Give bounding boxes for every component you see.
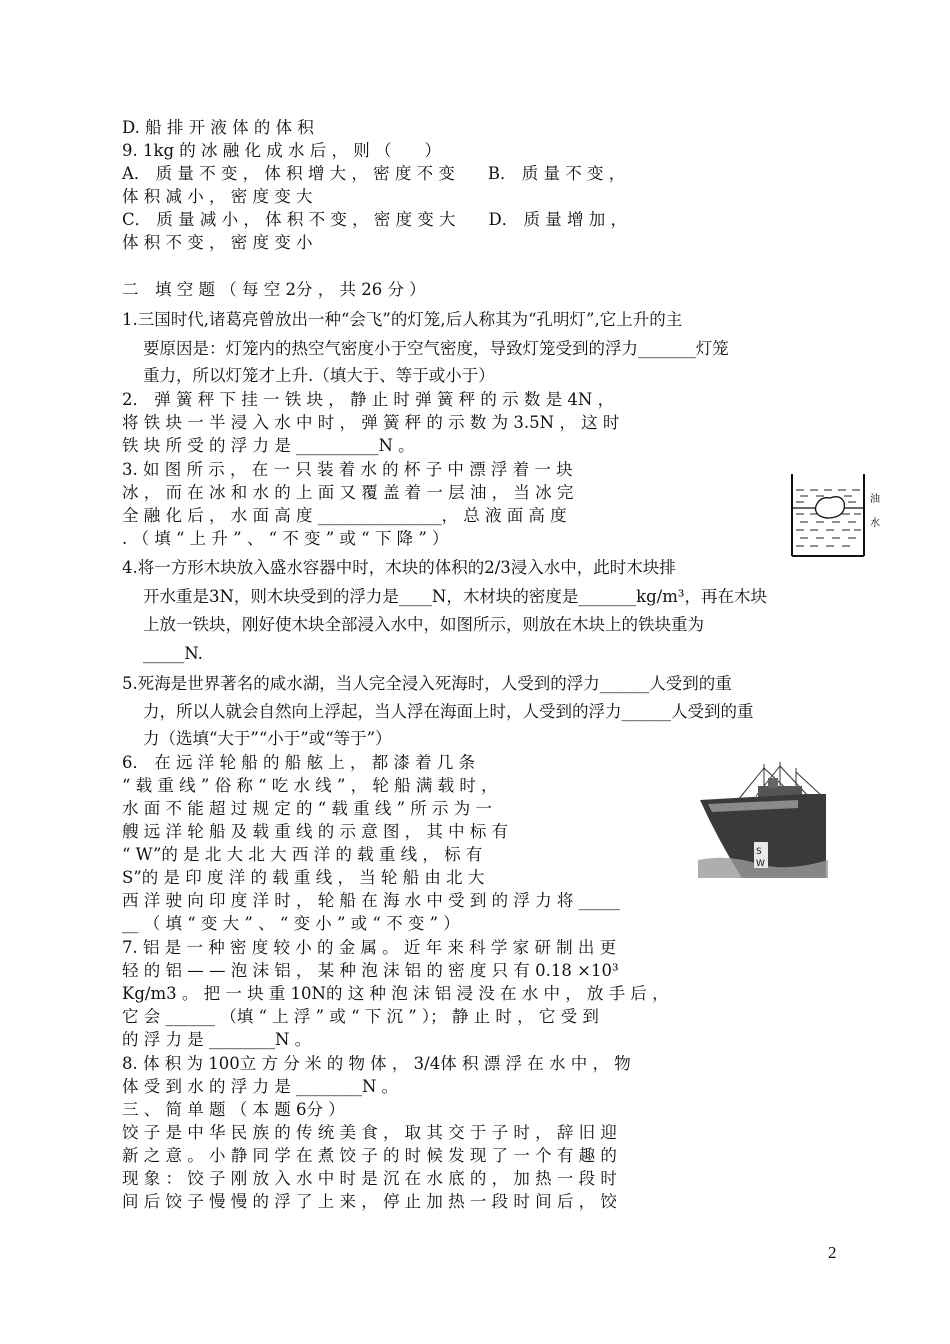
fill-q7-line5: 的 浮 力 是 ________N 。 — [122, 1030, 312, 1049]
short-answer-line2: 新 之 意 。 小 静 同 学 在 煮 饺 子 的 时 候 发 现 了 一 个 有 趣 的 — [122, 1146, 617, 1165]
oil-label: 油 — [870, 494, 880, 505]
short-answer-line3: 现 象 ： 饺 子 刚 放 入 水 中 时 是 沉 在 水 底 的 ， 加 热 一 段 时 — [122, 1169, 617, 1188]
question-9: 9. 1kg 的 冰 融 化 成 水 后 ， 则 （ ） — [122, 141, 441, 160]
ice-shape — [816, 497, 845, 518]
fill-q4-line4: _____N. — [143, 644, 203, 663]
fill-q1-line2: 要原因是：灯笼内的热空气密度小于空气密度，导致灯笼受到的浮力_______灯笼 — [143, 339, 729, 358]
fill-q6-line1: 6． 在 远 洋 轮 船 的 船 舷 上 ， 都 漆 着 几 条 — [122, 753, 476, 772]
fill-q6-line8: __ （ 填 “ 变 大 ” 、 “ 变 小 ” 或 “ 不 变 ” ） — [122, 914, 460, 933]
question-9-options-ab: A． 质 量 不 变 ， 体 积 增 大 ， 密 度 不 变 B． 质 量 不 变 ， — [122, 164, 626, 183]
question-9-option-b-cont: 体 积 减 小 ， 密 度 变 大 — [122, 187, 313, 206]
fill-q2-line2: 将 铁 块 一 半 浸 入 水 中 时 ， 弹 簧 秤 的 示 数 为 3.5N ， 这 时 — [122, 413, 620, 432]
fill-q7-line3: Kg/m3 。 把 一 块 重 10N的 这 种 泡 沫 铝 浸 没 在 水 中 ， 放 手 后 ， — [122, 984, 669, 1003]
question-9-options-cd: C． 质 量 减 小 ， 体 积 不 变 ， 密 度 变 大 D． 质 量 增 加 ， — [122, 210, 628, 229]
water-label: 水 — [870, 518, 880, 529]
short-answer-line1: 饺 子 是 中 华 民 族 的 传 统 美 食 ， 取 其 交 于 子 时 ， 辞 旧 迎 — [122, 1123, 617, 1142]
page-number: 2 — [828, 1243, 837, 1262]
question-9-option-d-cont: 体 积 不 变 ， 密 度 变 小 — [122, 233, 313, 252]
fill-q2-line3: 铁 块 所 受 的 浮 力 是 __________N 。 — [122, 436, 415, 455]
fill-q2-line1: 2． 弹 簧 秤 下 挂 一 铁 块 ， 静 止 时 弹 簧 秤 的 示 数 是 4N ， — [122, 390, 615, 409]
fill-q4-line1: 4.将一方形木块放入盛水容器中时，木块的体积的2/3浸入水中，此时木块排 — [122, 558, 676, 577]
fill-q5-line2: 力，所以人就会自然向上浮起，当人浮在海面上时，人受到的浮力______人受到的重 — [143, 702, 754, 721]
fill-q7-line1: 7. 铝 是 一 种 密 度 较 小 的 金 属 。 近 年 来 科 学 家 研 制 出 更 — [122, 938, 617, 957]
fill-q7-line4: 它 会 ______ （填 “ 上 浮 ” 或 “ 下 沉 ” ）； 静 止 时 ， 它 受 到 — [122, 1007, 599, 1026]
fill-q8-line2: 体 受 到 水 的 浮 力 是 ________N 。 — [122, 1077, 399, 1096]
option-d-line: D. 船 排 开 液 体 的 体 积 — [122, 118, 314, 137]
fill-q4-line2: 开水重是3N，则木块受到的浮力是____N，木材块的密度是_______kg/m³，再在木块 — [143, 587, 768, 606]
fill-q3-line1: 3. 如 图 所 示 ， 在 一 只 装 着 水 的 杯 子 中 漂 浮 着 一 块 — [122, 460, 573, 479]
fill-q6-line6: S”的 是 印 度 洋 的 载 重 线 ， 当 轮 船 由 北 大 — [122, 868, 485, 887]
load-line-w-label: W — [756, 859, 765, 869]
cup-ice-oil-figure — [786, 470, 884, 562]
fill-q3-line2: 冰 ， 而 在 冰 和 水 的 上 面 又 覆 盖 着 一 层 油 ， 当 冰 完 — [122, 483, 574, 502]
fill-q7-line2: 轻 的 铝 — — 泡 沫 铝 ， 某 种 泡 沫 铝 的 密 度 只 有 0.18 ×10³ — [122, 961, 619, 980]
fill-q4-line3: 上放一铁块，刚好使木块全部浸入水中，如图所示，则放在木块上的铁块重为 — [143, 615, 704, 634]
fill-q3-line3: 全 融 化 后 ， 水 面 高 度 _______________， 总 液 面 高 度 — [122, 506, 567, 525]
fill-q6-line2: “ 载 重 线 ” 俗 称 “ 吃 水 线 ” ， 轮 船 满 载 时 ， — [122, 776, 498, 795]
section-2-heading: 二 填 空 题 （ 每 空 2分 ， 共 26 分 ） — [122, 280, 426, 299]
fill-q6-line7: 西 洋 驶 向 印 度 洋 时 ， 轮 船 在 海 水 中 受 到 的 浮 力 将 _____ — [122, 891, 620, 910]
fill-q1-line3: 重力，所以灯笼才上升.（填大于、等于或小于） — [143, 366, 495, 385]
ship-load-line-figure — [698, 760, 828, 878]
fill-q1-line1: 1.三国时代,诸葛亮曾放出一种“会飞”的灯笼,后人称其为“孔明灯”,它上升的主 — [122, 310, 683, 329]
section-3-heading: 三 、 简 单 题 （ 本 题 6分 ） — [122, 1100, 345, 1119]
fill-q5-line1: 5.死海是世界著名的咸水湖，当人完全浸入死海时，人受到的浮力______人受到的重 — [122, 674, 732, 693]
fill-q6-line5: “ W”的 是 北 大 北 大 西 洋 的 载 重 线 ， 标 有 — [122, 845, 483, 864]
fill-q6-line4: 艘 远 洋 轮 船 及 载 重 线 的 示 意 图 ， 其 中 标 有 — [122, 822, 509, 841]
fill-q8-line1: 8. 体 积 为 100立 方 分 米 的 物 体 ， 3/4体 积 漂 浮 在 水 中 ， 物 — [122, 1054, 631, 1073]
load-line-s-label: S — [756, 847, 762, 857]
fill-q6-line3: 水 面 不 能 超 过 规 定 的 “ 载 重 线 ” 所 示 为 一 — [122, 799, 493, 818]
fill-q5-line3: 力（选填“大于”“小于”或“等于”） — [143, 729, 392, 748]
fill-q3-line4: . （ 填 “ 上 升 ” 、 “ 不 变 ” 或 “ 下 降 ” ） — [122, 529, 449, 548]
short-answer-line4: 间 后 饺 子 慢 慢 的 浮 了 上 来 ， 停 止 加 热 一 段 时 间 后 ， 饺 — [122, 1192, 617, 1211]
